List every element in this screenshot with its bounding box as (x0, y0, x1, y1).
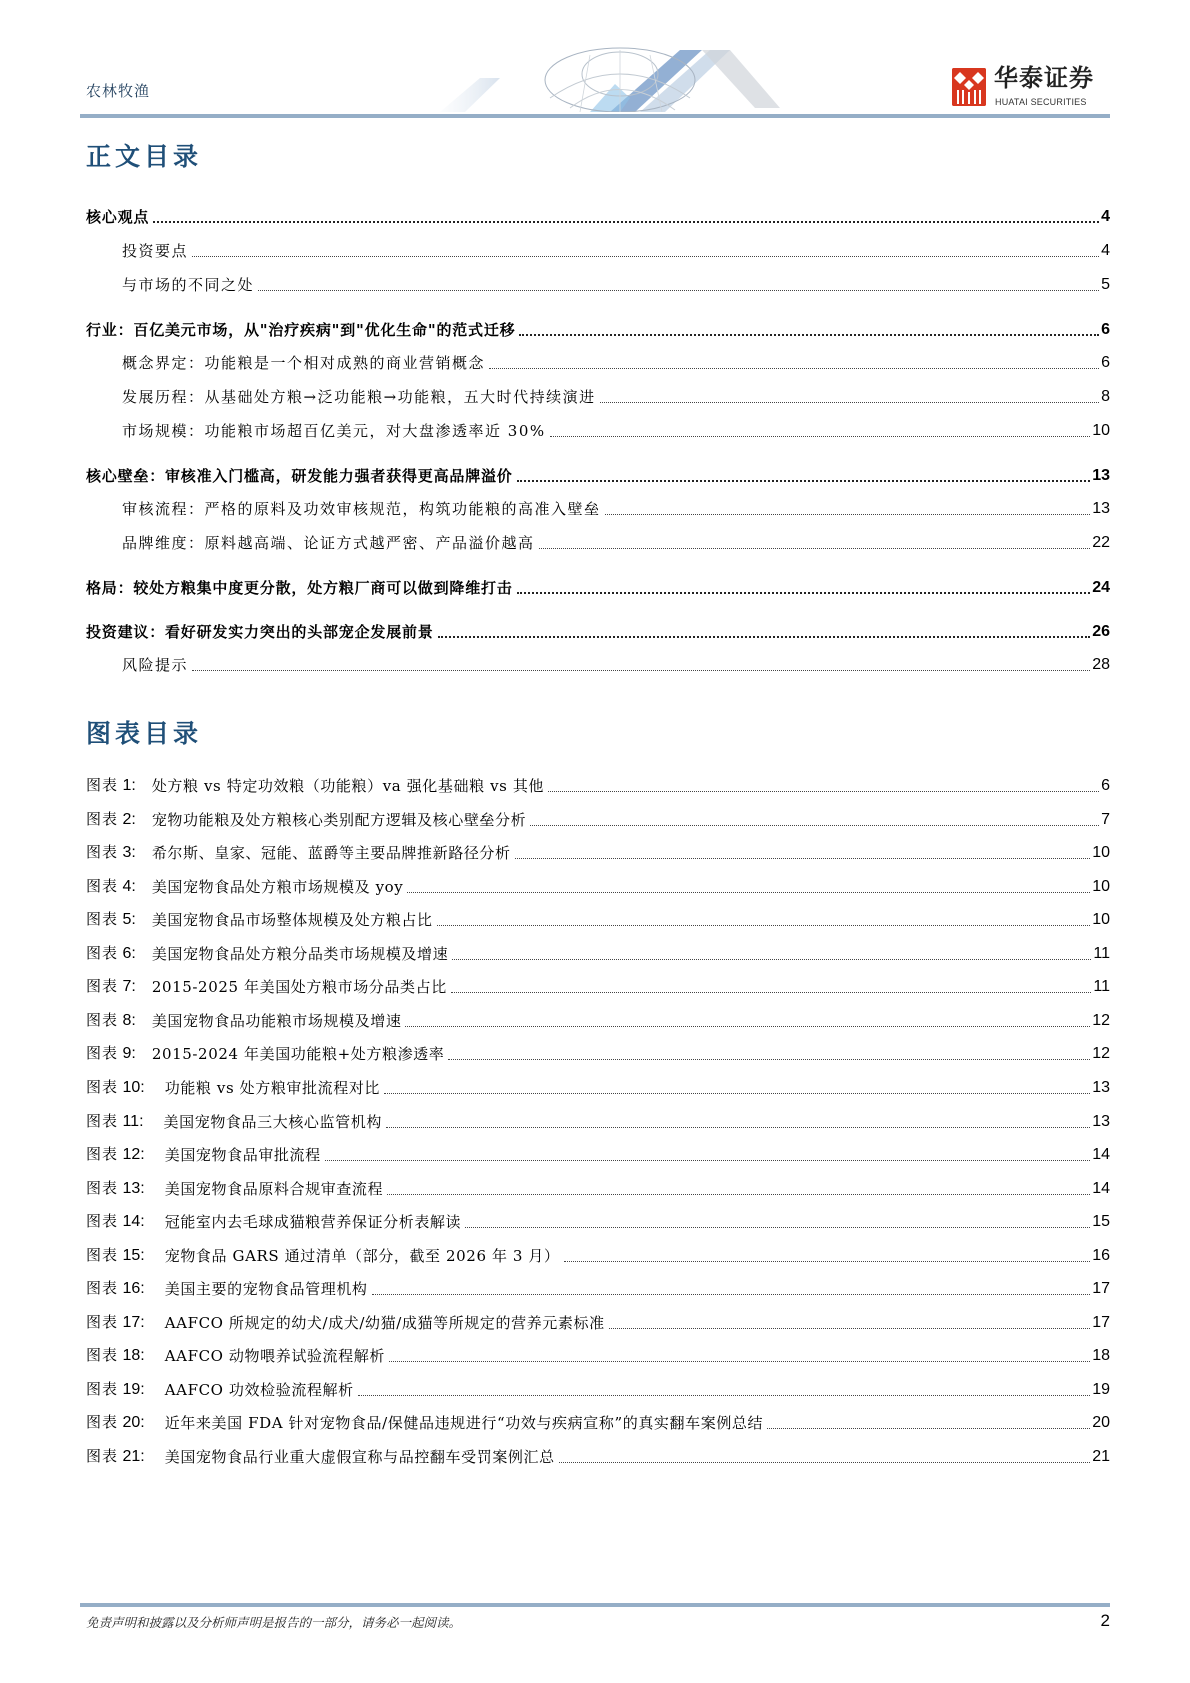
figure-page-number: 10 (1092, 911, 1110, 928)
figure-prefix: 图表 (86, 1346, 119, 1364)
leader-dots (407, 892, 1090, 893)
figure-index: 2: (122, 811, 136, 828)
leader-dots (384, 1093, 1090, 1094)
toc-page-number: 10 (1092, 422, 1110, 439)
figure-page-number: 14 (1092, 1146, 1110, 1163)
toc-page-number: 13 (1092, 467, 1110, 484)
toc-entry-label: 发展历程：从基础处方粮→泛功能粮→功能粮，五大时代持续演进 (122, 388, 596, 406)
figure-label: AAFCO 动物喂养试验流程解析 (164, 1347, 385, 1365)
figure-index: 14: (122, 1213, 145, 1230)
toc-section-link[interactable] (86, 576, 1110, 598)
leader-dots (564, 1261, 1091, 1262)
toc-subsection-link[interactable] (122, 497, 1110, 519)
figure-index: 16: (122, 1280, 145, 1297)
leader-dots (539, 548, 1091, 549)
figure-list-link[interactable] (86, 975, 1110, 997)
leader-dots (465, 1227, 1090, 1228)
figure-label: 功能粮 vs 处方粮审批流程对比 (164, 1079, 381, 1097)
leader-dots (437, 925, 1091, 926)
figure-prefix: 图表 (86, 776, 119, 794)
figure-number (86, 1312, 145, 1333)
figure-index: 5: (122, 911, 136, 928)
figure-list-link[interactable] (86, 1143, 1110, 1165)
toc-subsection-link[interactable] (122, 239, 1110, 261)
toc-section-link[interactable] (86, 464, 1110, 486)
figure-index: 13: (122, 1180, 145, 1197)
figure-number (86, 909, 136, 930)
leader-dots (600, 402, 1099, 403)
figure-number (86, 1245, 145, 1266)
figure-page-number: 16 (1092, 1247, 1110, 1264)
header-banner-graphic (440, 40, 800, 112)
leader-dots (358, 1395, 1090, 1396)
figure-list-link[interactable] (86, 875, 1110, 897)
page-header (0, 0, 1190, 120)
figure-label: 近年来美国 FDA 针对宠物食品/保健品违规进行“功效与疾病宣称”的真实翻车案例总结 (164, 1414, 764, 1432)
toc-page-number: 13 (1092, 500, 1110, 517)
figure-list-link[interactable] (86, 1277, 1110, 1299)
toc-entry-label: 品牌维度：原料越高端、论证方式越严密、产品溢价越高 (122, 534, 535, 552)
figure-number (86, 809, 136, 830)
toc-page-number: 22 (1092, 534, 1110, 551)
figure-prefix: 图表 (86, 1179, 119, 1197)
toc-subsection-link[interactable] (122, 653, 1110, 675)
figure-prefix: 图表 (86, 1112, 119, 1130)
leader-dots (489, 368, 1099, 369)
header-divider (80, 114, 1110, 118)
figure-index: 10: (122, 1079, 145, 1096)
figure-list-link[interactable] (86, 1042, 1110, 1064)
figure-number (86, 1144, 145, 1165)
toc-section-link[interactable] (86, 620, 1110, 642)
leader-dots (386, 1127, 1090, 1128)
figure-label: 美国宠物食品功能粮市场规模及增速 (151, 1012, 402, 1030)
figure-number (86, 842, 136, 863)
figure-prefix: 图表 (86, 944, 119, 962)
logo-english-name: HUATAI SECURITIES (995, 97, 1087, 107)
figure-page-number: 14 (1092, 1180, 1110, 1197)
figure-prefix: 图表 (86, 843, 119, 861)
toc-section-link[interactable] (86, 318, 1110, 340)
figure-number (86, 1211, 145, 1232)
figure-number (86, 1178, 145, 1199)
figure-list-link[interactable] (86, 1378, 1110, 1400)
toc-subsection-link[interactable] (122, 419, 1110, 441)
leader-dots (405, 1026, 1090, 1027)
figure-label: 宠物食品 GARS 通过清单（部分，截至 2026 年 3 月） (164, 1247, 560, 1265)
leader-dots (372, 1294, 1091, 1295)
sector-label: 农林牧渔 (86, 82, 151, 100)
figure-list-link[interactable] (86, 1411, 1110, 1433)
toc-subsection-link[interactable] (122, 273, 1110, 295)
leader-dots (452, 959, 1091, 960)
logo-chinese-name: 华泰证券 (994, 64, 1094, 92)
figure-index: 6: (122, 945, 136, 962)
leader-dots (153, 221, 1099, 223)
toc-page-number: 6 (1101, 321, 1110, 338)
figure-prefix: 图表 (86, 1145, 119, 1163)
leader-dots (767, 1428, 1090, 1429)
figure-number (86, 1446, 145, 1467)
figure-number (86, 775, 136, 796)
figure-index: 12: (122, 1146, 145, 1163)
leader-dots (325, 1160, 1090, 1161)
figure-page-number: 11 (1093, 978, 1110, 995)
figure-number (86, 876, 136, 897)
figure-list-link[interactable] (86, 1344, 1110, 1366)
figure-prefix: 图表 (86, 1447, 119, 1465)
figure-number (86, 976, 136, 997)
leader-dots (448, 1059, 1090, 1060)
figure-prefix: 图表 (86, 1246, 119, 1264)
figure-label: 美国宠物食品处方粮市场规模及 yoy (151, 878, 404, 896)
leader-dots (192, 256, 1099, 257)
figure-list-link[interactable] (86, 908, 1110, 930)
toc-page-number: 5 (1101, 276, 1110, 293)
toc-entry-label: 核心观点 (86, 208, 150, 226)
toc-subsection-link[interactable] (122, 351, 1110, 373)
figure-number (86, 943, 136, 964)
leader-dots (451, 992, 1092, 993)
figure-list-link[interactable] (86, 1177, 1110, 1199)
figure-label: 冠能室内去毛球成猫粮营养保证分析表解读 (164, 1213, 462, 1231)
figure-index: 21: (122, 1448, 145, 1465)
figure-index: 20: (122, 1414, 145, 1431)
page-number: 2 (1100, 1611, 1110, 1630)
toc-page-number: 8 (1101, 388, 1110, 405)
figure-prefix: 图表 (86, 1011, 119, 1029)
figure-label: 美国宠物食品处方粮分品类市场规模及增速 (151, 945, 449, 963)
leader-dots (192, 670, 1090, 671)
figure-list-link[interactable] (86, 942, 1110, 964)
figure-label: 2015-2024 年美国功能粮+处方粮渗透率 (151, 1045, 445, 1063)
leader-dots (258, 290, 1099, 291)
figure-page-number: 10 (1092, 844, 1110, 861)
figure-list-link[interactable] (86, 1009, 1110, 1031)
toc-subsection-link[interactable] (122, 385, 1110, 407)
figure-list-link[interactable] (86, 1110, 1110, 1132)
figure-number (86, 1111, 144, 1132)
leader-dots (530, 825, 1099, 826)
leader-dots (609, 1328, 1091, 1329)
figure-page-number: 20 (1092, 1414, 1110, 1431)
toc-entry-label: 格局：较处方粮集中度更分散，处方粮厂商可以做到降维打击 (86, 579, 513, 597)
toc-page-number: 28 (1092, 656, 1110, 673)
figure-list-link[interactable] (86, 1076, 1110, 1098)
leader-dots (550, 436, 1091, 437)
figure-prefix: 图表 (86, 977, 119, 995)
figure-index: 19: (122, 1381, 145, 1398)
figure-prefix: 图表 (86, 1380, 119, 1398)
toc-entry-label: 投资建议：看好研发实力突出的头部宠企发展前景 (86, 623, 434, 641)
figure-page-number: 12 (1092, 1045, 1110, 1062)
figure-list-link[interactable] (86, 808, 1110, 830)
figure-label: AAFCO 所规定的幼犬/成犬/幼猫/成猫等所规定的营养元素标准 (164, 1314, 605, 1332)
figure-prefix: 图表 (86, 1078, 119, 1096)
leader-dots (517, 480, 1091, 482)
figure-index: 8: (122, 1012, 136, 1029)
huatai-logo (952, 64, 1122, 110)
figure-page-number: 13 (1092, 1079, 1110, 1096)
figure-list-link[interactable] (86, 1311, 1110, 1333)
figure-index: 9: (122, 1045, 136, 1062)
figure-number (86, 1043, 136, 1064)
figure-number (86, 1345, 145, 1366)
toc-entry-label: 行业：百亿美元市场，从"治疗疾病"到"优化生命"的范式迁移 (86, 321, 516, 339)
toc-page-number: 4 (1101, 242, 1110, 259)
figure-list-link[interactable] (86, 841, 1110, 863)
footer-divider (80, 1603, 1110, 1607)
figure-number (86, 1412, 145, 1433)
figure-list-link[interactable] (86, 1244, 1110, 1266)
toc-entry-label: 核心壁垒：审核准入门槛高，研发能力强者获得更高品牌溢价 (86, 467, 513, 485)
figure-prefix: 图表 (86, 810, 119, 828)
figure-label: 美国宠物食品三大核心监管机构 (163, 1113, 382, 1131)
figure-page-number: 13 (1092, 1113, 1110, 1130)
leader-dots (438, 636, 1091, 638)
figure-prefix: 图表 (86, 1413, 119, 1431)
figure-label: 宠物功能粮及处方粮核心类别配方逻辑及核心壁垒分析 (151, 811, 527, 829)
figure-page-number: 15 (1092, 1213, 1110, 1230)
toc-page-number: 26 (1092, 623, 1110, 640)
figure-list-link[interactable] (86, 774, 1110, 796)
figure-label: 美国宠物食品原料合规审查流程 (164, 1180, 384, 1198)
figure-page-number: 21 (1092, 1448, 1110, 1465)
figure-page-number: 17 (1092, 1314, 1110, 1331)
figure-label: 美国宠物食品审批流程 (164, 1146, 321, 1164)
leader-dots (559, 1462, 1090, 1463)
figure-list-link[interactable] (86, 1445, 1110, 1467)
figure-prefix: 图表 (86, 877, 119, 895)
leader-dots (605, 514, 1091, 515)
figure-prefix: 图表 (86, 1279, 119, 1297)
toc-entry-label: 与市场的不同之处 (122, 276, 255, 294)
figure-page-number: 10 (1092, 878, 1110, 895)
figure-index: 11: (122, 1113, 144, 1130)
figure-page-number: 11 (1093, 945, 1110, 962)
leader-dots (389, 1361, 1090, 1362)
figure-prefix: 图表 (86, 910, 119, 928)
toc-title: 正文目录 (86, 142, 203, 171)
leader-dots (519, 334, 1099, 336)
toc-subsection-link[interactable] (122, 531, 1110, 553)
figure-number (86, 1077, 145, 1098)
figure-label: 处方粮 vs 特定功效粮（功能粮）va 强化基础粮 vs 其他 (151, 777, 545, 795)
leader-dots (548, 791, 1099, 792)
figure-page-number: 18 (1092, 1347, 1110, 1364)
figure-number (86, 1010, 136, 1031)
figure-page-number: 19 (1092, 1381, 1110, 1398)
figure-index: 3: (122, 844, 136, 861)
figure-number (86, 1278, 145, 1299)
figure-index: 15: (122, 1247, 145, 1264)
figure-index: 18: (122, 1347, 145, 1364)
leader-dots (517, 592, 1091, 594)
toc-entry-label: 投资要点 (122, 242, 189, 260)
toc-page-number: 24 (1092, 579, 1110, 596)
toc-section-link[interactable] (86, 205, 1110, 227)
toc-entry-label: 审核流程：严格的原料及功效审核规范，构筑功能粮的高准入壁垒 (122, 500, 601, 518)
figure-page-number: 12 (1092, 1012, 1110, 1029)
figure-prefix: 图表 (86, 1044, 119, 1062)
figure-list-link[interactable] (86, 1210, 1110, 1232)
figure-label: 2015-2025 年美国处方粮市场分品类占比 (151, 978, 447, 996)
figure-label: 美国主要的宠物食品管理机构 (164, 1280, 368, 1298)
figure-page-number: 17 (1092, 1280, 1110, 1297)
toc-entry-label: 风险提示 (122, 656, 189, 674)
leader-dots (387, 1194, 1090, 1195)
figure-page-number: 7 (1101, 811, 1110, 828)
toc-page-number: 4 (1101, 208, 1110, 225)
figure-label: 美国宠物食品行业重大虚假宣称与品控翻车受罚案例汇总 (164, 1448, 555, 1466)
figure-index: 7: (122, 978, 136, 995)
toc-page-number: 6 (1101, 354, 1110, 371)
figure-number (86, 1379, 145, 1400)
logo-mark-icon (952, 68, 986, 106)
figure-prefix: 图表 (86, 1212, 119, 1230)
figure-prefix: 图表 (86, 1313, 119, 1331)
figure-index: 1: (122, 777, 136, 794)
footer-disclaimer: 免责声明和披露以及分析师声明是报告的一部分，请务必一起阅读。 (86, 1615, 462, 1630)
toc-entry-label: 概念界定：功能粮是一个相对成熟的商业营销概念 (122, 354, 486, 372)
figure-page-number: 6 (1101, 777, 1110, 794)
toc-entry-label: 市场规模：功能粮市场超百亿美元，对大盘渗透率近 30% (122, 422, 546, 440)
figure-index: 4: (122, 878, 136, 895)
figure-label: AAFCO 功效检验流程解析 (164, 1381, 354, 1399)
figures-title: 图表目录 (86, 719, 203, 748)
leader-dots (515, 858, 1091, 859)
figure-index: 17: (122, 1314, 145, 1331)
figure-label: 希尔斯、皇家、冠能、蓝爵等主要品牌推新路径分析 (151, 844, 511, 862)
figure-label: 美国宠物食品市场整体规模及处方粮占比 (151, 911, 433, 929)
